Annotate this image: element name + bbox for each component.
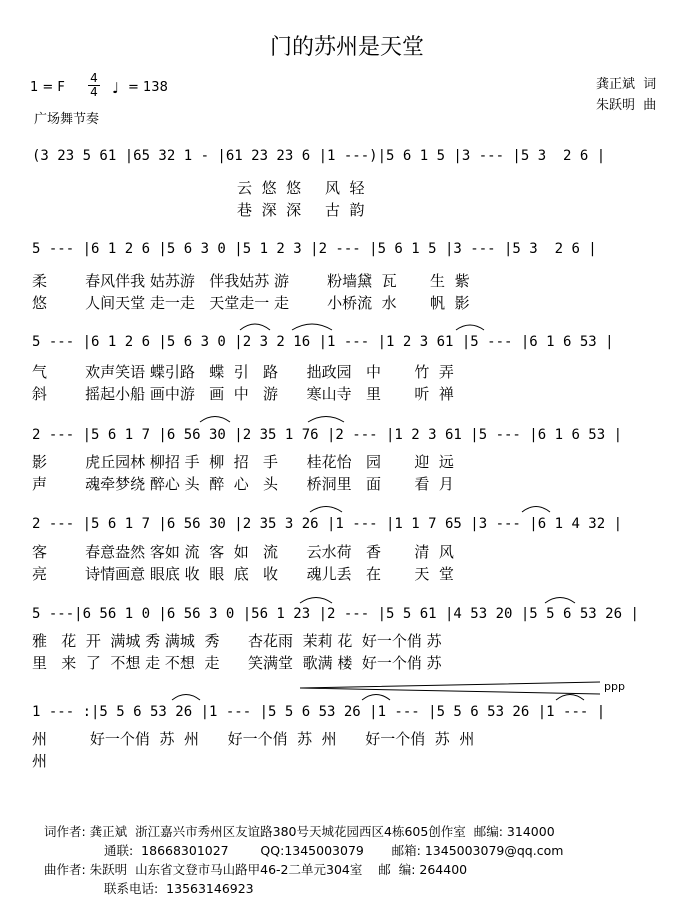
slur-mark (362, 695, 390, 701)
lyric-line: 里 来 了 不想 走 不想 走 笑满堂 歌满 楼 好一个俏 苏 (32, 654, 442, 672)
tempo-note-icon: ♩ (112, 79, 120, 97)
lyricist: 龚正斌 词 (596, 77, 657, 92)
score-line: 2 --- |5 6 1 7 |6 56 30 |2 35 1 76 |2 --- |1 2 3 61 |5 --- |6 1 6 53 | (32, 427, 623, 443)
style-marking: 广场舞节奏 (34, 112, 100, 127)
lyric-line: 州 好一个俏 苏 州 好一个俏 苏 州 好一个俏 苏 州 (32, 730, 475, 748)
slur-mark (200, 417, 230, 423)
lyric-line: 州 (32, 752, 48, 770)
lyric-line: 声 魂牵梦绕 醉心 头 醉 心 头 桥洞里 面 看 月 (32, 475, 454, 493)
lyric-line: 斜 摇起小船 画中游 画 中 游 寒山寺 里 听 禅 (32, 385, 454, 403)
score-line: (3 23 5 61 |65 32 1 - |61 23 23 6 |1 ---)|5 6 1 5 |3 --- |5 3 2 6 | (32, 148, 606, 164)
credit-line: 通联: 18668301027 QQ:1345003079 邮箱: 1345003079@qq.com (104, 843, 564, 858)
lyric-line: 亮 诗情画意 眼底 收 眼 底 收 魂儿丢 在 天 堂 (32, 565, 454, 583)
lyric-line: 影 虎丘园林 柳招 手 柳 招 手 桂花怡 园 迎 远 (32, 453, 454, 471)
lyric-line: 柔 春风伴我 姑苏游 伴我姑苏 游 粉墙黛 瓦 生 紫 (32, 272, 470, 290)
key-signature: 1 = F (30, 80, 65, 95)
lyric-line: 巷 深 深 古 韵 (32, 201, 365, 219)
slur-mark (522, 507, 550, 513)
tempo-marking: = 138 (128, 80, 168, 95)
lyric-line: 悠 人间天堂 走一走 天堂走一 走 小桥流 水 帆 影 (32, 294, 470, 312)
slur-mark (172, 695, 200, 701)
slur-mark (292, 324, 332, 330)
credit-line: 曲作者: 朱跃明 山东省文登市马山路甲46-2二单元304室 邮 编: 264400 (44, 862, 468, 877)
diminuendo-hairpin (300, 682, 600, 694)
lyric-line: 云 悠 悠 风 轻 (32, 179, 365, 197)
dynamics-marking: ppp (604, 680, 625, 693)
slur-mark (300, 598, 332, 604)
lyric-line: 客 春意盎然 客如 流 客 如 流 云水荷 香 清 风 (32, 543, 454, 561)
slur-mark (308, 417, 344, 423)
score-line: 5 --- |6 1 2 6 |5 6 3 0 |5 1 2 3 |2 --- |5 6 1 5 |3 --- |5 3 2 6 | (32, 241, 597, 257)
time-bottom: 4 (88, 85, 100, 99)
lyric-line: 雅 花 开 满城 秀 满城 秀 杏花雨 茉莉 花 好一个俏 苏 (32, 632, 442, 650)
slur-mark (310, 507, 342, 513)
slur-mark (545, 598, 575, 604)
song-title: 门的苏州是天堂 (270, 35, 425, 60)
score-line: 5 ---|6 56 1 0 |6 56 3 0 |56 1 23 |2 --- |5 5 61 |4 53 20 |5 5 6 53 26 | (32, 606, 639, 622)
score-line: 1 --- :|5 5 6 53 26 |1 --- |5 5 6 53 26 |1 --- |5 5 6 53 26 |1 --- | (32, 704, 606, 720)
time-top: 4 (90, 71, 98, 85)
slur-mark (240, 324, 270, 330)
score-line: 5 --- |6 1 2 6 |5 6 3 0 |2 3 2 16 |1 --- |1 2 3 61 |5 --- |6 1 6 53 | (32, 334, 614, 350)
credit-line: 联系电话: 13563146923 (104, 881, 254, 896)
score-line: 2 --- |5 6 1 7 |6 56 30 |2 35 3 26 |1 --- |1 1 7 65 |3 --- |6 1 4 32 | (32, 516, 623, 532)
credit-line: 词作者: 龚正斌 浙江嘉兴市秀州区友谊路380号天城花园西区4栋605创作室 邮编: 314000 (44, 824, 555, 839)
slur-mark (556, 695, 584, 701)
slur-mark (456, 325, 484, 330)
lyric-line: 气 欢声笑语 蝶引路 蝶 引 路 拙政园 中 竹 弄 (32, 363, 454, 381)
composer: 朱跃明 曲 (596, 98, 657, 113)
